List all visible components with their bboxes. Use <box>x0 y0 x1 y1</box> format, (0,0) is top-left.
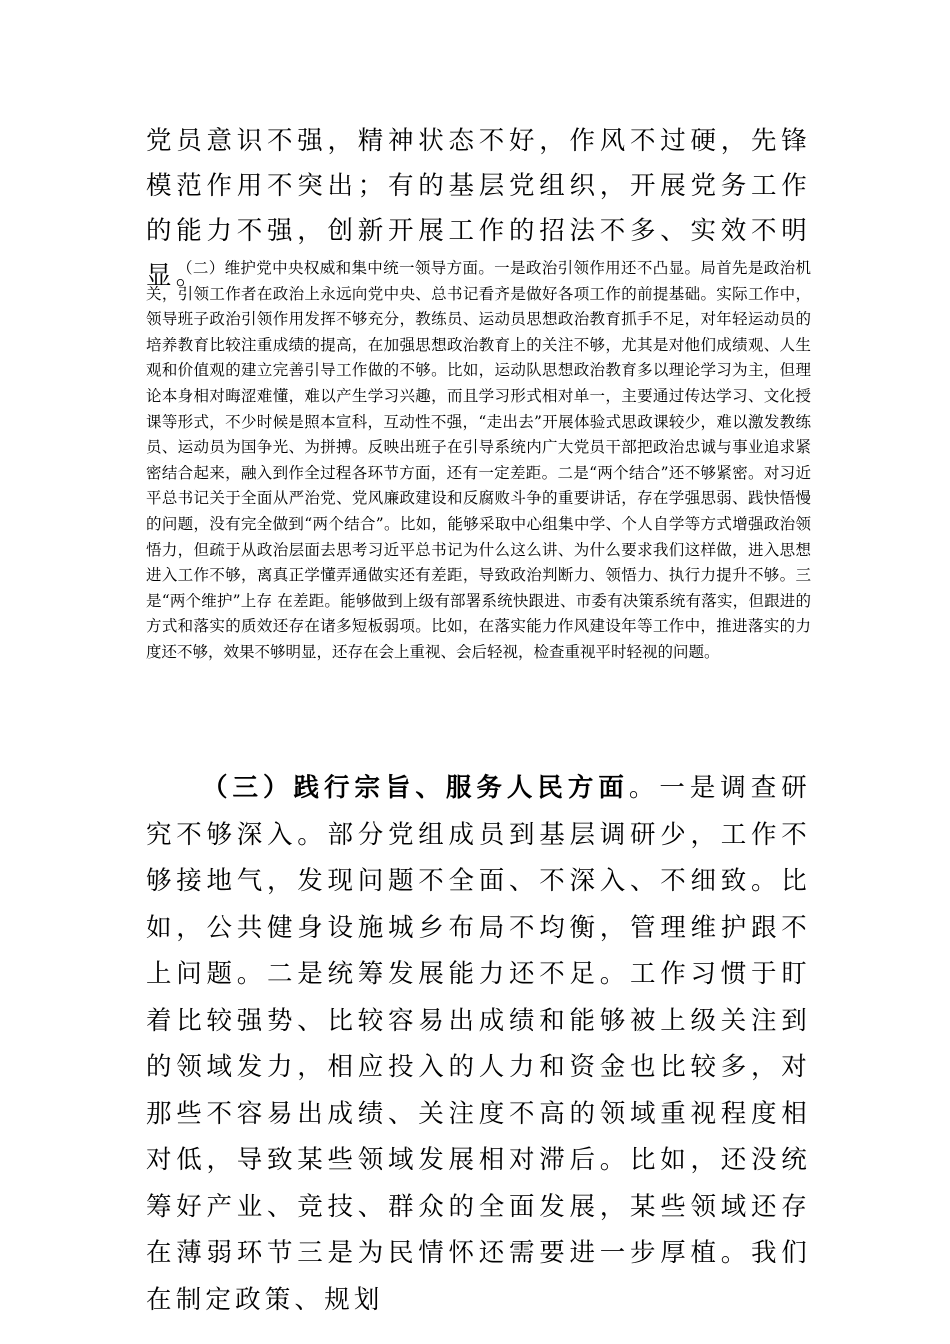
paragraph-central-authority: （二）维护党中央权威和集中统一领导方面。一是政治引领作用还不凸显。局首先是政治机关，引领工作者在政治上永远向党中央、总书记看齐是做好各项工作的前提基础。实际工作中，领导班子政治引领作用发挥不够充分，教练员、运动员思想政治教育抓手不足，对年轻运动员的培养教育比较注重成绩的提高，在加强思想政治教育上的关注不够，尤其是对他们成绩观、人生观和价值观的建立完善引导工作做的不够。比如，运动队思想政治教育多以理论学习为主，但理论本身相对晦涩难懂，难以产生学习兴趣，而且学习形式相对单一，主要通过传达学习、文化授课等形式，不少时候是照本宣科，互动性不强，“走出去”开展体验式思政课较少，难以激发教练员、运动员为国争光、为拼搏。反映出班子在引导系统内广大党员干部把政治忠诚与事业追求紧密结合起来，融入到作全过程各环节方面，还有一定差距。二是“两个结合”还不够紧密。对习近平总书记关于全面从严治党、党风廉政建设和反腐败斗争的重要讲话，存在学强思弱、践快悟慢的问题，没有完全做到“两个结合”。比如，能够采取中心组集中学、个人自学等方式增强政治领悟力，但疏于从政治层面去思考习近平总书记为什么这么讲、为什么要求我们这样做，进入思想进入工作不够，离真正学懂弄通做实还有差距，导致政治判断力、领悟力、执行力提升不够。三是“两个维护”上存 在差距。能够做到上级有部署系统快跟进、市委有决策系统有落实，但跟进的方式和落实的质效还存在诸多短板弱项。比如，在落实能力作风建设年等工作中，推进落实的力度还不够，效果不够明显，还存在会上重视、会后轻视，检查重视平时轻视的问题。 <box>146 259 811 661</box>
paragraph-serve-people <box>146 765 811 1323</box>
paragraph-party-awareness: 党员意识不强，精神状态不好，作风不过硬，先锋模范作用不突出；有的基层党组织，开展党务工作的能力不强，创新开展工作的招法不多、实效不明显。 <box>146 126 811 291</box>
section-heading-serve-people: （三）践行宗旨、服务人民方面 <box>202 773 629 803</box>
paragraph-serve-people-body: 。一是调查研究不够深入。部分党组成员到基层调研少，工作不够接地气，发现问题不全面、不深入、不细致。比如，公共健身设施城乡布局不均衡，管理维护跟不上问题。二是统筹发展能力还不足。工作习惯于盯着比较强势、比较容易出成绩和能够被上级关注到的领域发力，相应投入的人力和资金也比较多，对那些不容易出成绩、关注度不高的领域重视程度相对低，导致某些领域发展相对滞后。比如，还没统筹好产业、竞技、群众的全面发展，某些领域还存在薄弱环节三是为民情怀还需要进一步厚植。我们在制定政策、规划 <box>146 773 811 1315</box>
